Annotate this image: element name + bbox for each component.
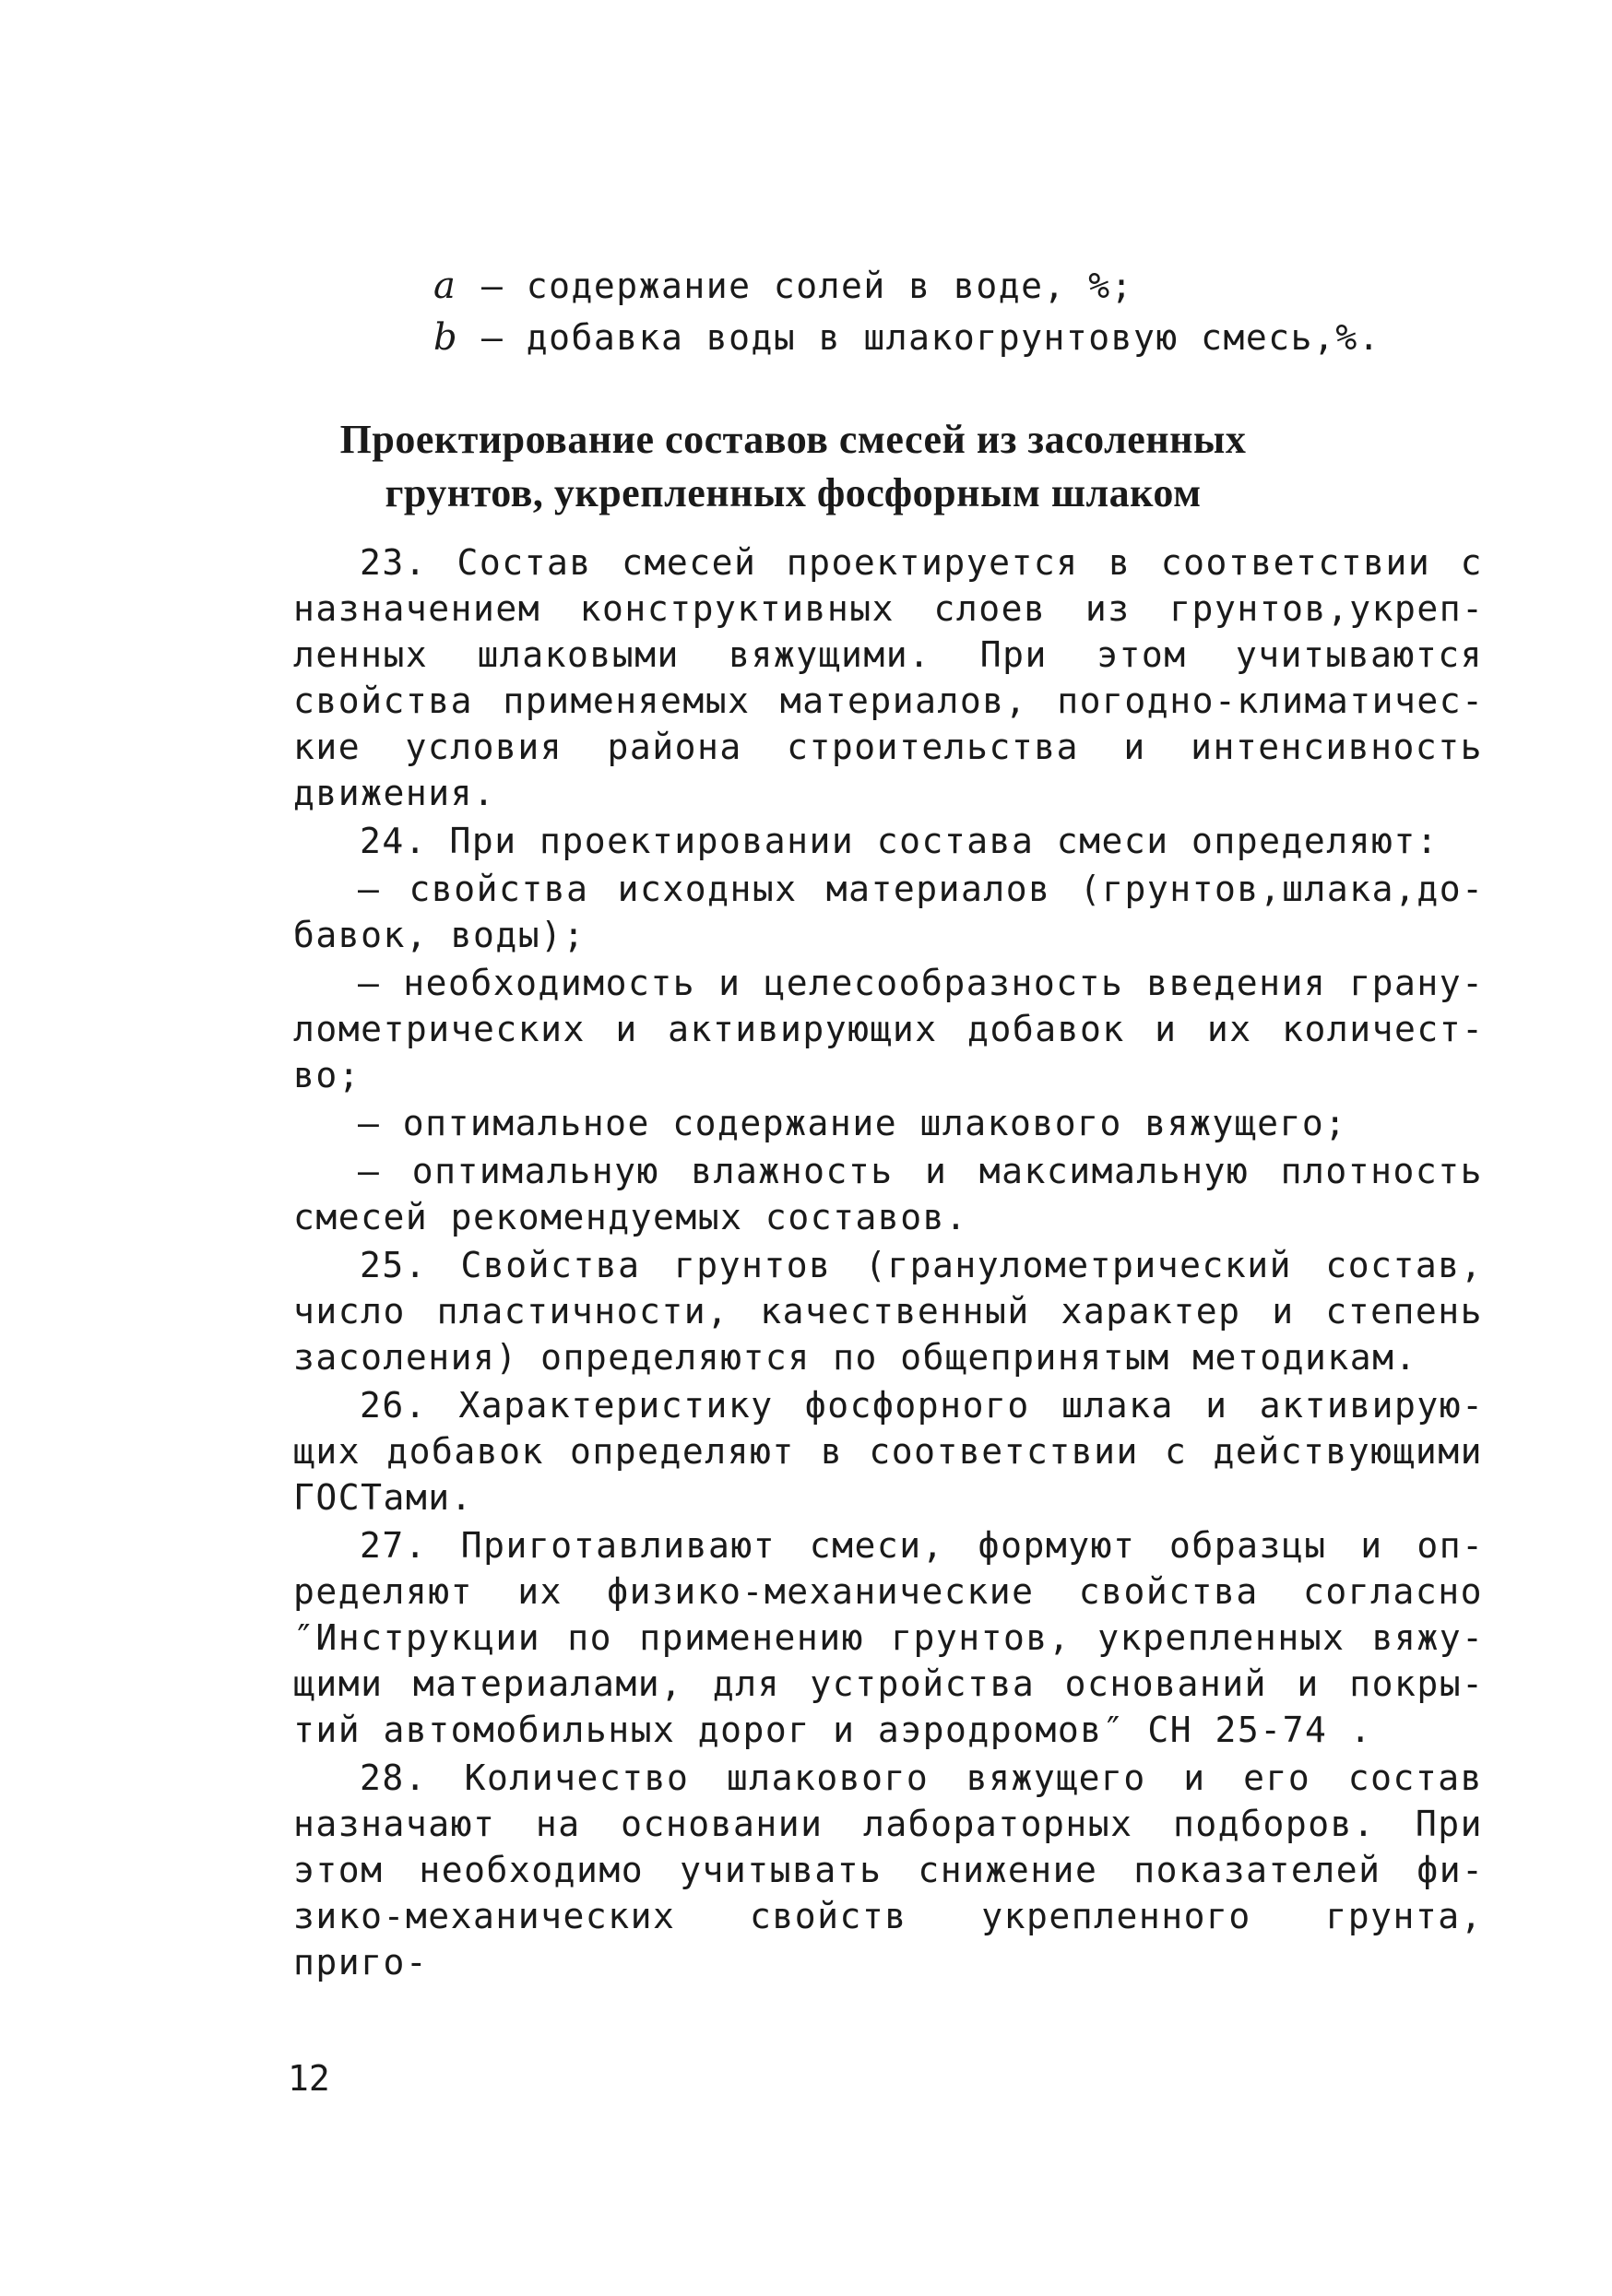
definition-line (433, 263, 1540, 314)
paragraph-24: 24. При проектировании состава смеси определяют: (360, 821, 1440, 861)
section-heading (277, 413, 1310, 520)
section-heading-line: Проектирование составов смесей из засоленных (339, 417, 1247, 462)
list-item: – необходимость и целесообразность введения гранулометрических и активирующих добавок и их количество; (293, 963, 1483, 1095)
section-heading-line: грунтов, укрепленных фосфорным шлаком (385, 470, 1202, 515)
paragraph-26: 26. Характеристику фосфорного шлака и активирующих добавок определяют в соответствии с действующими ГОСТами. (293, 1385, 1483, 1518)
definition-symbol: a (433, 265, 457, 307)
paragraph-28: 28. Количество шлакового вяжущего и его состав назначают на основании лабораторных подборов. При этом необходимо учитывать снижение показателей физико-механических свойств укрепленного грунта, приго- (293, 1758, 1483, 1982)
page-number: 12 (288, 2058, 330, 2099)
definition-line (433, 314, 1540, 366)
paragraph-27: 27. Приготавливают смеси, формуют образцы и определяют их физико-механические свойства согласно ″Инструкции по применению грунтов, укрепленных вяжущими материалами, для устройства оснований и покрытий автомобильных дорог и аэродромов″ СН 25-74 . (293, 1525, 1483, 1750)
body-text (293, 539, 1483, 1987)
paragraph-23: 23. Состав смесей проектируется в соответствии с назначением конструктивных слоев из грунтов,укрепленных шлаковыми вяжущими. При этом учитываются свойства применяемых материалов, погодно-климатические условия района строительства и интенсивность движения. (293, 542, 1483, 813)
variable-definitions (433, 263, 1540, 366)
list-item: – свойства исходных материалов (грунтов,шлака,добавок, воды); (293, 869, 1483, 955)
paragraph-25: 25. Свойства грунтов (гранулометрический состав, число пластичности, качественный характер и степень засоления) определяются по общепринятым методикам. (293, 1245, 1483, 1378)
definition-text: – содержание солей в воде, %; (481, 266, 1133, 306)
list-item: – оптимальную влажность и максимальную плотность смесей рекомендуемых составов. (293, 1151, 1483, 1237)
definition-symbol: b (433, 316, 459, 359)
list-item: – оптимальное содержание шлакового вяжущего; (358, 1103, 1347, 1143)
definition-text: – добавка воды в шлакогрунтовую смесь,%. (481, 317, 1381, 358)
